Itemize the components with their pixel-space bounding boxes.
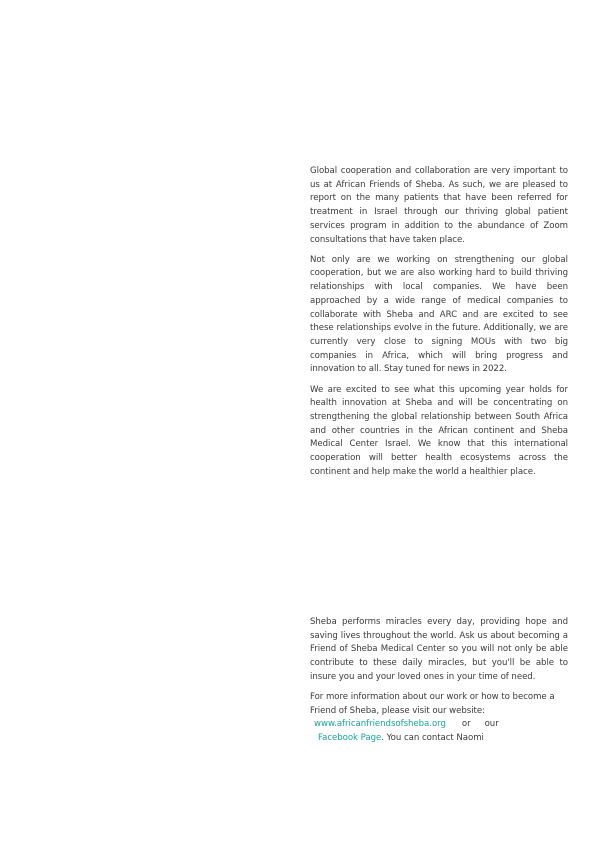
website-line	[310, 718, 568, 732]
contact-text: . You can contact Naomi	[381, 733, 484, 744]
website-link[interactable]: www.africanfriendsofsheba.org	[314, 719, 446, 730]
miracles-paragraph: Sheba performs miracles every day, providing hope and saving lives throughout the world. Ask us about becoming a Friend of Sheba Medical Center so you will not only be able contribute to these daily miracles, but you'll be able to insure you and your loved ones in your time of need.	[310, 617, 568, 682]
facebook-line	[310, 732, 568, 746]
facebook-link[interactable]: Facebook Page	[318, 733, 382, 744]
our-text: our	[484, 719, 499, 730]
top-text-column	[310, 165, 568, 486]
or-text: or	[461, 719, 471, 730]
cooperation-paragraph: Global cooperation and collaboration are very important to us at African Friends of Sheba. As such, we are pleased to report on the many patients that have been referred for treatment in Israel through our thriving global patient services program in addition to the abundance of Zoom consultations that have taken place.	[310, 166, 568, 245]
relationships-paragraph: Not only are we working on strengthening our global cooperation, but we are also working hard to build thriving relationships with local companies. We have been approached by a wide range of medical companies to collaborate with Sheba and ARC and are excited to see these relationships evolve in the future. Additionally, we are currently very close to signing MOUs with two big companies in Africa, which will bring progress and innovation to all. Stay tuned for news in 2022.	[310, 254, 568, 375]
more-info-paragraph: For more information about our work or how to become a Friend of Sheba, please visit our website:	[310, 692, 555, 716]
bottom-text-column	[310, 616, 568, 746]
health-innovation-paragraph: We are excited to see what this upcoming year holds for health innovation at Sheba and will be concentrating on strengthening the global relationship between South Africa and other countries in the African continent and Sheba Medical Center Israel. We know that this international cooperation will better health ecosystems across the continent and help make the world a healthier place.	[310, 384, 568, 477]
